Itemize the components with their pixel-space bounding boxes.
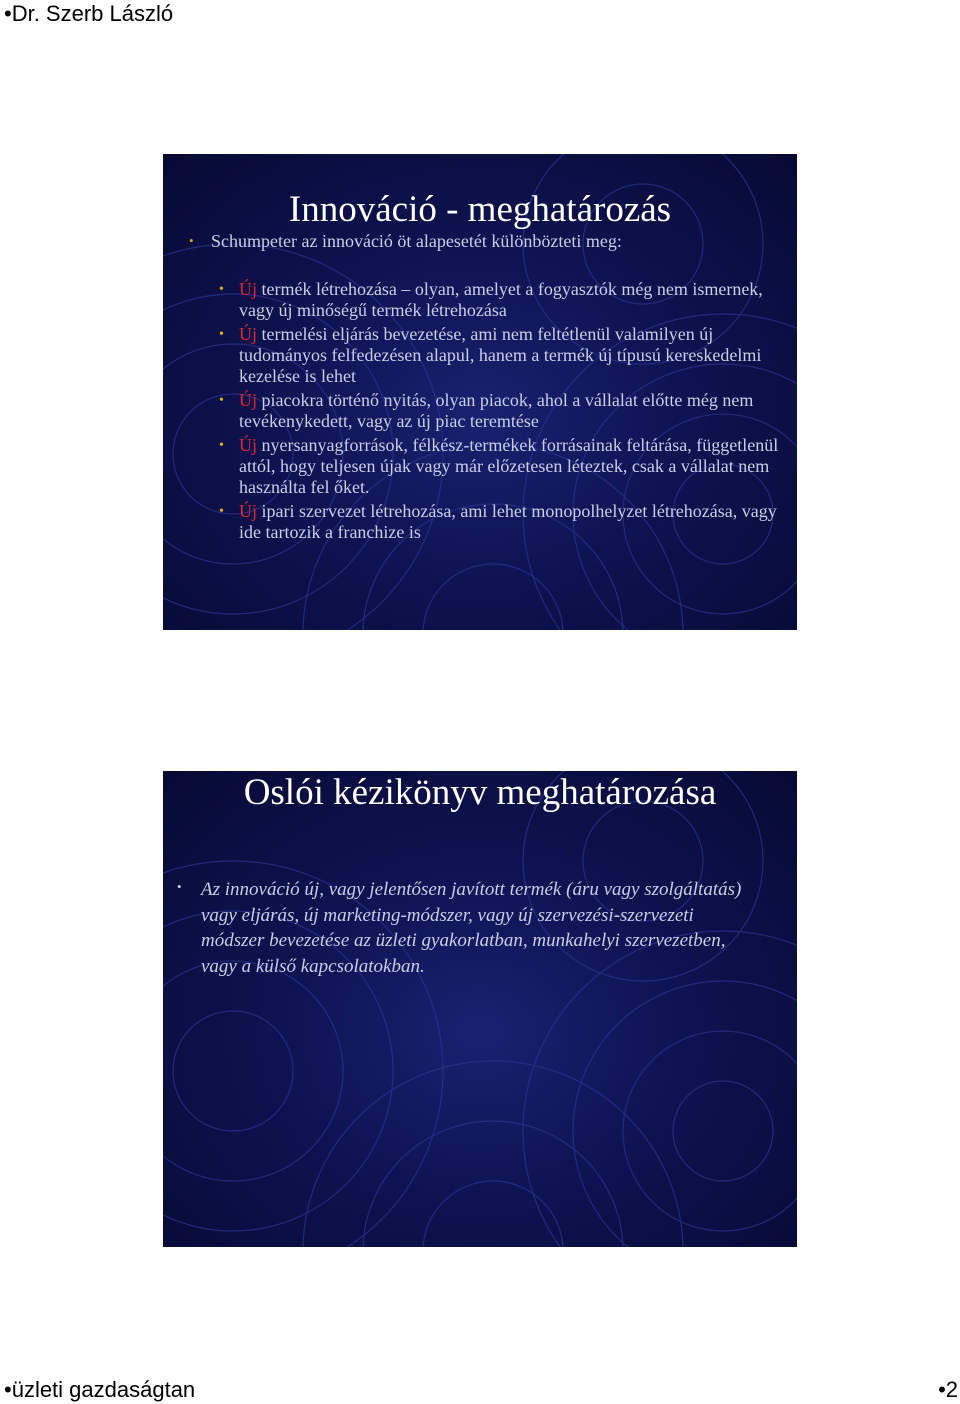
bullet-icon: • — [219, 438, 224, 453]
page-header: •Dr. Szerb László — [4, 1, 174, 26]
definition-text: Az innováció új, vagy jelentősen javított termék (áru vagy szolgáltatás) vagy eljárás, új marketing-módszer, vagy új szervezési-szervezeti módszer bevezetése az üzleti gyakorlatban, munkahelyi szervezetben, vagy a külső kapcsolatokban. — [201, 879, 742, 977]
bullet-icon: • — [219, 327, 224, 342]
slide-innovation-definition — [163, 154, 797, 630]
slide-oslo-manual — [163, 771, 797, 1247]
slide-intro: Schumpeter az innováció öt alapesetét különbözteti meg: — [211, 231, 622, 251]
keyword: Új — [239, 324, 257, 344]
list-item — [219, 501, 787, 543]
item-text: nyersanyagforrások, félkész-termékek forrásainak feltárása, függetlenül attól, hogy teljesen újak vagy már előzetesen léteztek, csak a vállalat nem használta fel őket. — [239, 435, 779, 497]
bullet-icon: • — [189, 233, 194, 248]
item-text: termelési eljárás bevezetése, ami nem feltétlenül valamilyen új tudományos felfedezésen alapul, hanem a termék új típusú kereskedelmi kezelése is lehet — [239, 324, 762, 386]
item-text: ipari szervezet létrehozása, ami lehet monopolhelyzet létrehozása, vagy ide tartozik a franchize is — [239, 501, 777, 542]
item-text: piacokra történő nyitás, olyan piacok, ahol a vállalat előtte még nem tevékenykedett, vagy az új piac teremtése — [239, 390, 754, 431]
keyword: Új — [239, 501, 257, 521]
list-item — [219, 279, 787, 321]
item-text: termék létrehozása – olyan, amelyet a fogyasztók még nem ismernek, vagy új minőségű termék létrehozása — [239, 279, 763, 320]
list-item — [219, 435, 787, 498]
slide-title: Oslói kézikönyv meghatározása — [243, 772, 717, 813]
bullet-icon: • — [219, 504, 224, 519]
keyword: Új — [239, 435, 257, 455]
bullet-icon: • — [219, 393, 224, 408]
ring-decoration — [163, 771, 797, 1247]
keyword: Új — [239, 390, 257, 410]
list-item — [219, 324, 787, 387]
bullet-icon: • — [177, 879, 182, 894]
page-number: •2 — [938, 1377, 958, 1402]
bullet-icon: • — [219, 282, 224, 297]
slide-title: Innováció - meghatározás — [288, 189, 672, 230]
list-item — [219, 390, 787, 432]
keyword: Új — [239, 279, 257, 299]
innovation-types-list — [219, 279, 787, 546]
page-footer-course: •üzleti gazdaságtan — [4, 1377, 196, 1402]
